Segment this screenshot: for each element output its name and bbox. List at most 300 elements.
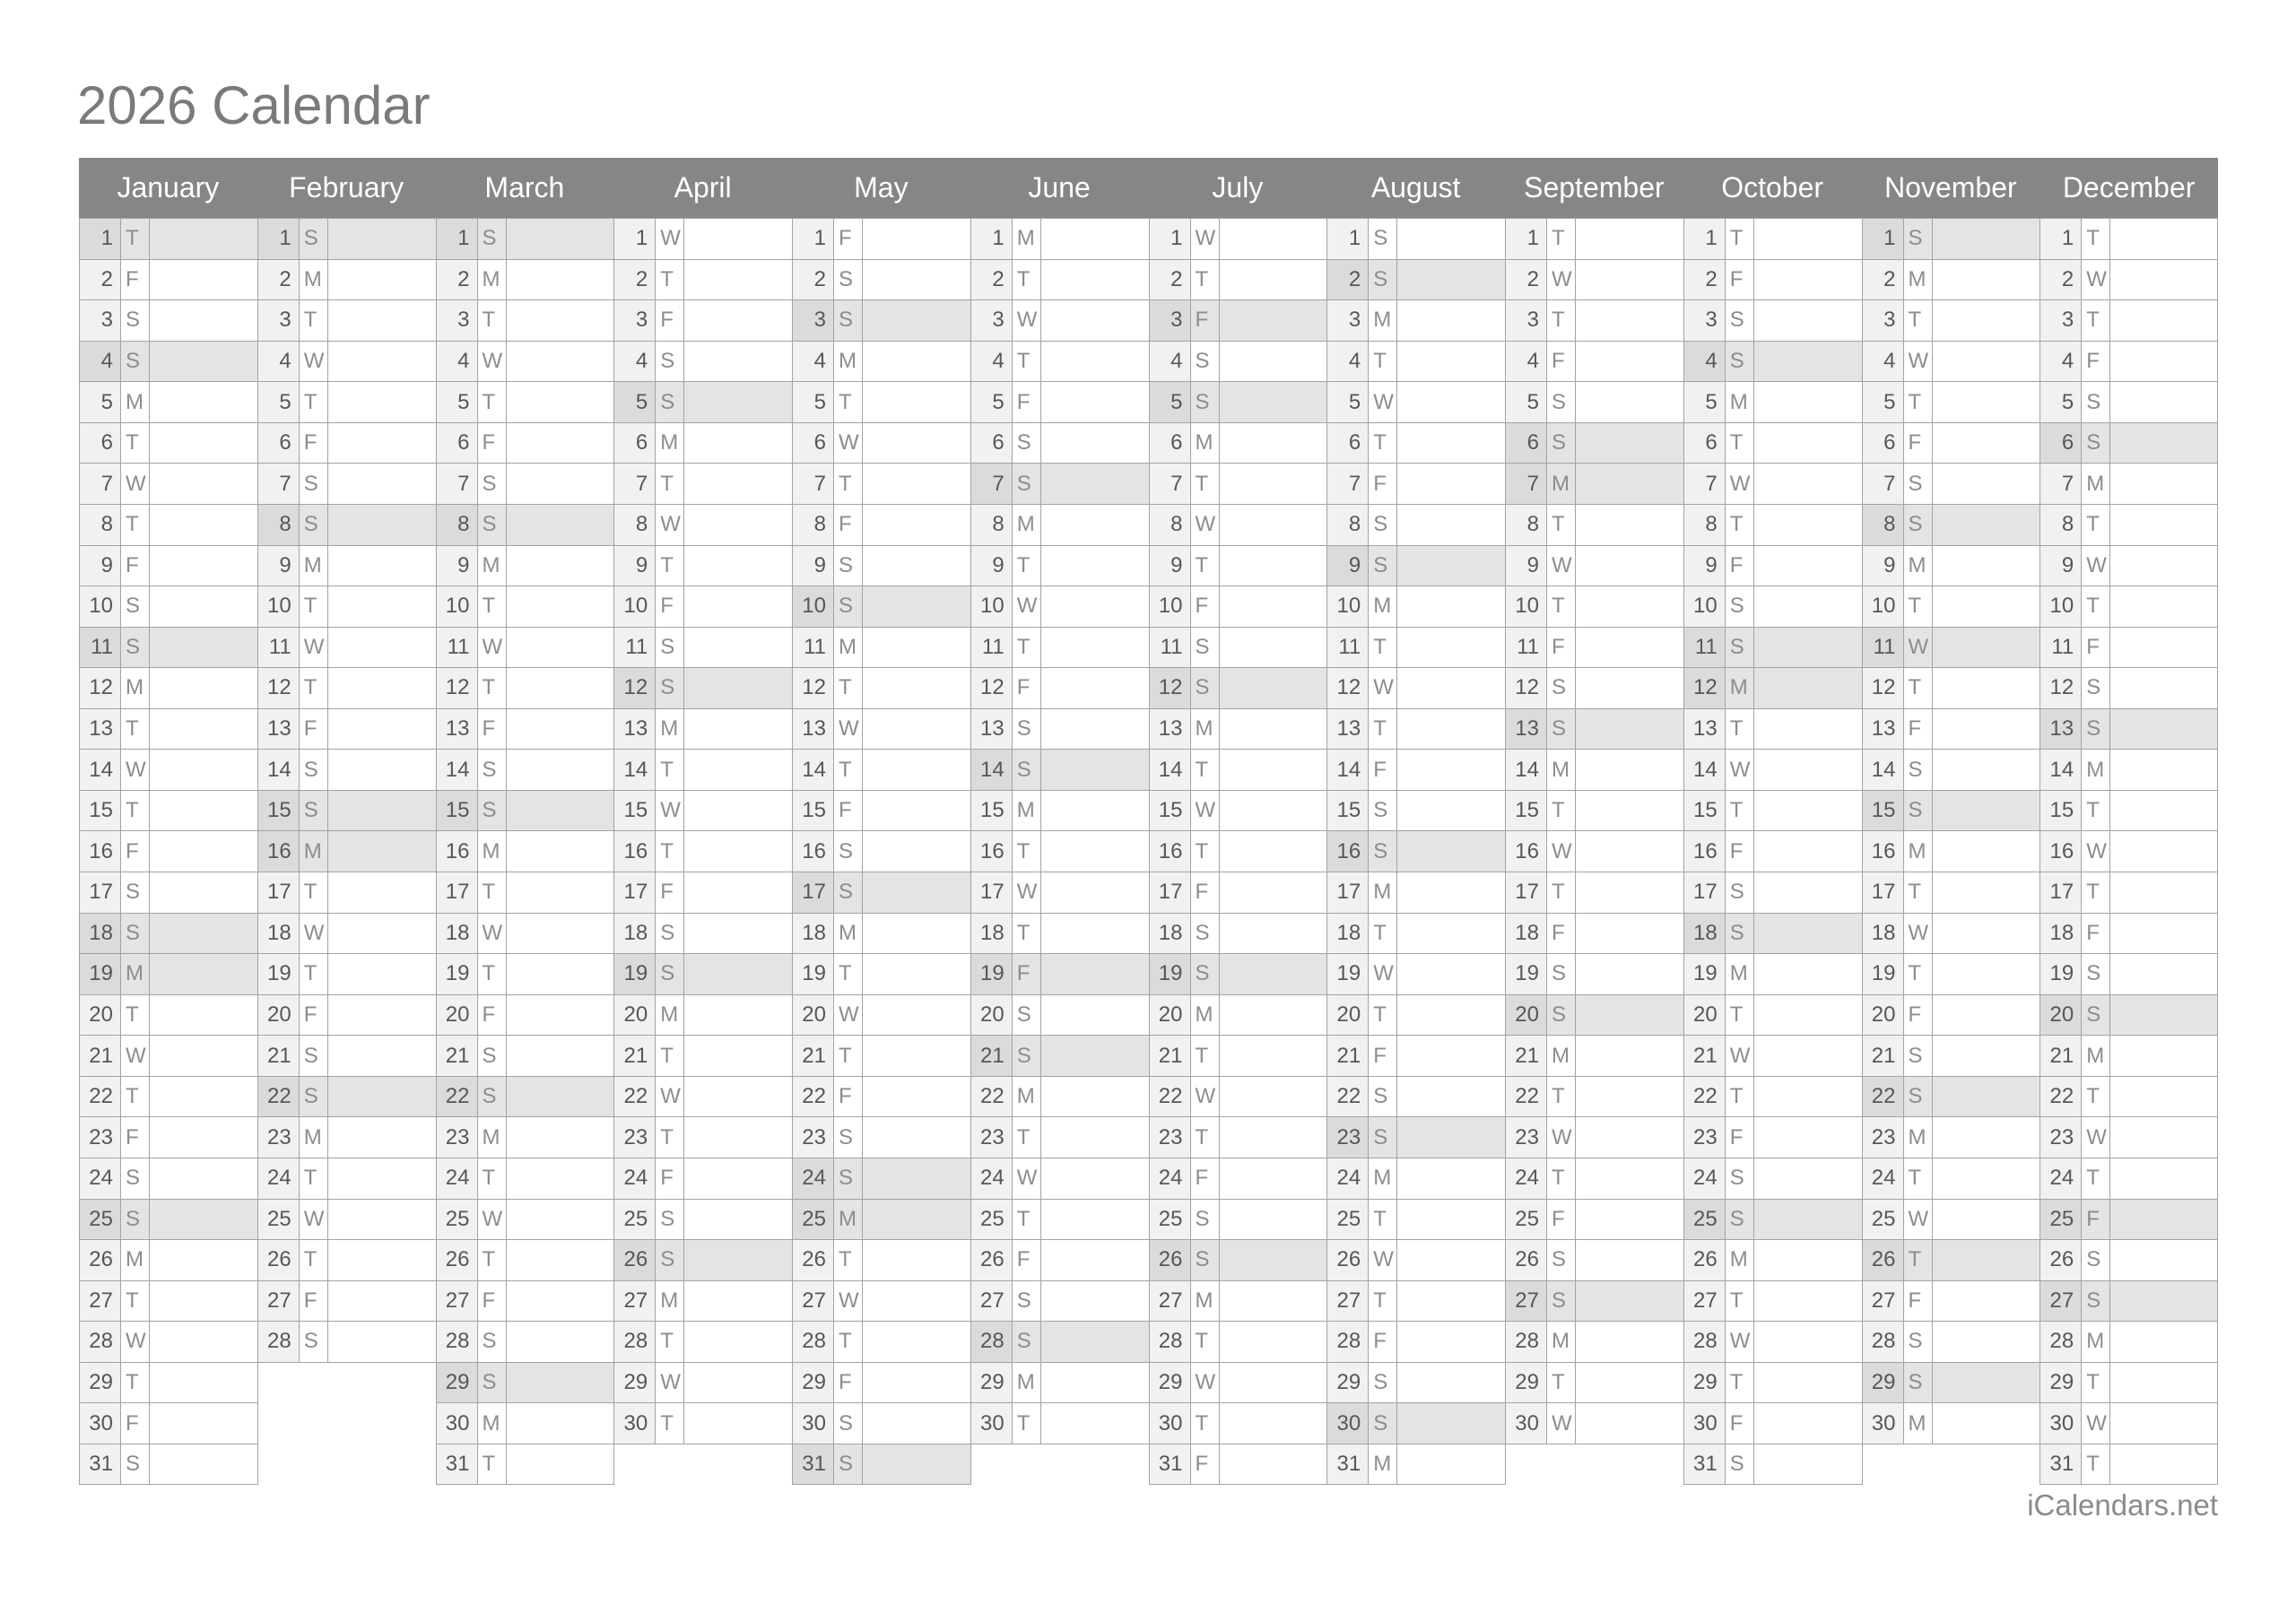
note-area	[1754, 1036, 1862, 1077]
note-area	[1397, 382, 1505, 423]
note-area	[1754, 1322, 1862, 1363]
day-number: 14	[258, 750, 300, 791]
day-number: 24	[258, 1158, 300, 1200]
note-area	[507, 1240, 614, 1281]
note-area	[328, 995, 436, 1037]
note-area	[1220, 546, 1327, 587]
day-number: 27	[1150, 1281, 1191, 1323]
note-area	[150, 300, 257, 342]
day-row-march-13	[437, 709, 614, 750]
day-row-april-2	[614, 260, 792, 301]
weekday-letter: S	[1726, 1444, 1754, 1486]
day-row-july-28	[1150, 1322, 1327, 1363]
weekday-letter: T	[656, 831, 684, 872]
note-area	[507, 546, 614, 587]
day-row-november-21	[1863, 1036, 2040, 1077]
weekday-letter: T	[834, 750, 863, 791]
weekday-letter: T	[1191, 750, 1220, 791]
weekday-letter: W	[834, 423, 863, 464]
day-number: 4	[1684, 342, 1726, 383]
note-area	[863, 1444, 970, 1486]
day-row-june-22	[971, 1077, 1149, 1118]
day-row-october-26	[1684, 1240, 1862, 1281]
weekday-letter: S	[478, 1322, 507, 1363]
note-area	[1933, 1117, 2040, 1158]
day-row-april-4	[614, 342, 792, 383]
weekday-letter: S	[656, 382, 684, 423]
note-area	[1041, 1036, 1149, 1077]
day-row-november-15	[1863, 791, 2040, 832]
weekday-letter: M	[834, 628, 863, 669]
day-number: 10	[1506, 586, 1547, 628]
day-row-january-14	[80, 750, 257, 791]
note-area	[2110, 1200, 2218, 1241]
day-row-february-10	[258, 586, 436, 628]
weekday-letter: T	[1369, 995, 1397, 1037]
day-number: 23	[614, 1117, 656, 1158]
day-number: 26	[614, 1240, 656, 1281]
note-area	[1576, 709, 1683, 750]
day-number: 7	[1327, 464, 1369, 505]
day-number: 11	[437, 628, 478, 669]
footer-link[interactable]: iCalendars.net	[2027, 1488, 2218, 1522]
day-number: 25	[2040, 1200, 2082, 1241]
day-number: 27	[1506, 1281, 1547, 1323]
day-row-june-26	[971, 1240, 1149, 1281]
weekday-letter: F	[656, 872, 684, 914]
day-row-may-9	[793, 546, 970, 587]
note-area	[1041, 382, 1149, 423]
day-number: 21	[1863, 1036, 1904, 1077]
day-number: 17	[258, 872, 300, 914]
day-row-january-25	[80, 1200, 257, 1241]
day-number: 13	[971, 709, 1013, 750]
day-row-january-1	[80, 219, 257, 260]
day-row-august-19	[1327, 954, 1505, 995]
day-number: 9	[437, 546, 478, 587]
note-area	[684, 1200, 792, 1241]
day-number: 22	[437, 1077, 478, 1118]
note-area	[1576, 546, 1683, 587]
day-row-march-19	[437, 954, 614, 995]
day-number: 26	[1150, 1240, 1191, 1281]
weekday-letter: W	[656, 1363, 684, 1404]
day-number: 8	[80, 505, 121, 546]
day-row-april-28	[614, 1322, 792, 1363]
note-area	[328, 464, 436, 505]
day-number: 18	[258, 914, 300, 955]
weekday-letter: W	[478, 628, 507, 669]
day-row-june-8	[971, 505, 1149, 546]
day-number: 5	[258, 382, 300, 423]
note-area	[2110, 750, 2218, 791]
weekday-letter: T	[300, 382, 328, 423]
day-row-march-25	[437, 1200, 614, 1241]
day-row-october-23	[1684, 1117, 1862, 1158]
day-number: 19	[614, 954, 656, 995]
day-number: 11	[1863, 628, 1904, 669]
weekday-letter: T	[1369, 1200, 1397, 1241]
weekday-letter: F	[656, 586, 684, 628]
day-row-may-21	[793, 1036, 970, 1077]
note-area	[1220, 1158, 1327, 1200]
weekday-letter: T	[478, 1158, 507, 1200]
day-number: 25	[1150, 1200, 1191, 1241]
weekday-letter: T	[1547, 1077, 1576, 1118]
day-row-may-8	[793, 505, 970, 546]
day-number: 21	[1506, 1036, 1547, 1077]
day-row-january-26	[80, 1240, 257, 1281]
note-area	[1576, 1240, 1683, 1281]
day-row-april-8	[614, 505, 792, 546]
note-area	[863, 914, 970, 955]
empty-area	[1506, 1444, 1683, 1486]
weekday-letter: S	[1904, 464, 1933, 505]
day-number: 16	[1506, 831, 1547, 872]
note-area	[1220, 382, 1327, 423]
note-area	[1397, 1444, 1505, 1486]
weekday-letter: M	[478, 260, 507, 301]
day-number: 16	[971, 831, 1013, 872]
weekday-letter: T	[1191, 1322, 1220, 1363]
note-area	[1754, 1281, 1862, 1323]
note-area	[863, 995, 970, 1037]
day-number: 30	[1684, 1403, 1726, 1444]
weekday-letter: W	[1904, 628, 1933, 669]
day-number: 9	[2040, 546, 2082, 587]
note-area	[1933, 342, 2040, 383]
note-area	[150, 668, 257, 709]
day-number: 25	[437, 1200, 478, 1241]
day-row-june-12	[971, 668, 1149, 709]
note-area	[1397, 791, 1505, 832]
note-area	[1576, 423, 1683, 464]
weekday-letter: W	[1904, 914, 1933, 955]
month-column-february	[257, 219, 436, 1485]
note-area	[150, 1322, 257, 1363]
day-number: 29	[2040, 1363, 2082, 1404]
month-header-april: April	[674, 171, 732, 204]
weekday-letter: S	[1369, 1363, 1397, 1404]
day-number: 10	[614, 586, 656, 628]
weekday-letter: S	[1191, 1200, 1220, 1241]
weekday-letter: T	[1369, 709, 1397, 750]
note-area	[1041, 995, 1149, 1037]
weekday-letter: S	[2082, 709, 2110, 750]
day-number: 20	[2040, 995, 2082, 1037]
note-area	[2110, 423, 2218, 464]
day-row-july-21	[1150, 1036, 1327, 1077]
day-number: 26	[793, 1240, 834, 1281]
day-number: 24	[1150, 1158, 1191, 1200]
day-number: 13	[614, 709, 656, 750]
weekday-letter: M	[1191, 423, 1220, 464]
day-number: 6	[2040, 423, 2082, 464]
day-row-december-1	[2040, 219, 2218, 260]
note-area	[2110, 709, 2218, 750]
day-row-august-5	[1327, 382, 1505, 423]
note-area	[863, 464, 970, 505]
weekday-letter: W	[2082, 1117, 2110, 1158]
weekday-letter: W	[1547, 1403, 1576, 1444]
day-number: 17	[971, 872, 1013, 914]
day-row-february-24	[258, 1158, 436, 1200]
note-area	[1220, 464, 1327, 505]
day-number: 2	[258, 260, 300, 301]
day-row-july-2	[1150, 260, 1327, 301]
day-number: 4	[793, 342, 834, 383]
note-area	[507, 1200, 614, 1241]
weekday-letter: M	[1904, 546, 1933, 587]
note-area	[507, 791, 614, 832]
note-area	[863, 1281, 970, 1323]
weekday-letter: T	[1904, 300, 1933, 342]
weekday-letter: S	[656, 342, 684, 383]
day-number: 7	[437, 464, 478, 505]
day-row-may-14	[793, 750, 970, 791]
weekday-letter: T	[1013, 831, 1041, 872]
note-area	[863, 750, 970, 791]
note-area	[507, 628, 614, 669]
note-area	[1576, 872, 1683, 914]
day-row-march-23	[437, 1117, 614, 1158]
weekday-letter: S	[1191, 628, 1220, 669]
day-row-october-9	[1684, 546, 1862, 587]
note-area	[2110, 382, 2218, 423]
day-row-august-1	[1327, 219, 1505, 260]
day-row-september-23	[1506, 1117, 1683, 1158]
note-area	[1933, 1363, 2040, 1404]
day-number: 11	[80, 628, 121, 669]
day-number: 27	[614, 1281, 656, 1323]
day-number: 18	[437, 914, 478, 955]
note-area	[1397, 914, 1505, 955]
day-number: 6	[614, 423, 656, 464]
day-number: 1	[793, 219, 834, 260]
weekday-letter: W	[300, 342, 328, 383]
day-row-february-9	[258, 546, 436, 587]
weekday-letter: T	[300, 1240, 328, 1281]
note-area	[1933, 1036, 2040, 1077]
weekday-letter: T	[834, 1240, 863, 1281]
day-number: 17	[1506, 872, 1547, 914]
weekday-letter: M	[1369, 1158, 1397, 1200]
weekday-letter: S	[300, 791, 328, 832]
day-number: 30	[1327, 1403, 1369, 1444]
note-area	[1576, 1200, 1683, 1241]
day-row-august-10	[1327, 586, 1505, 628]
note-area	[684, 546, 792, 587]
note-area	[1397, 1363, 1505, 1404]
day-row-december-9	[2040, 546, 2218, 587]
weekday-letter: S	[656, 628, 684, 669]
day-row-february-7	[258, 464, 436, 505]
day-row-january-12	[80, 668, 257, 709]
day-row-october-3	[1684, 300, 1862, 342]
day-number: 1	[1327, 219, 1369, 260]
day-row-january-22	[80, 1077, 257, 1118]
day-row-april-1	[614, 219, 792, 260]
day-row-may-26	[793, 1240, 970, 1281]
note-area	[684, 709, 792, 750]
day-number: 7	[1506, 464, 1547, 505]
day-row-march-1	[437, 219, 614, 260]
day-number: 7	[80, 464, 121, 505]
note-area	[150, 546, 257, 587]
day-row-september-14	[1506, 750, 1683, 791]
day-number: 29	[1327, 1363, 1369, 1404]
month-column-january	[79, 219, 257, 1485]
day-row-december-20	[2040, 995, 2218, 1037]
weekday-letter: F	[1904, 709, 1933, 750]
note-area	[863, 831, 970, 872]
note-area	[863, 1200, 970, 1241]
note-area	[507, 1444, 614, 1486]
weekday-letter: S	[478, 1077, 507, 1118]
month-column-march	[436, 219, 614, 1485]
note-area	[1220, 1200, 1327, 1241]
weekday-letter: T	[1726, 1077, 1754, 1118]
month-header-december: December	[2062, 171, 2196, 204]
day-number: 29	[1863, 1363, 1904, 1404]
weekday-letter: F	[1013, 1240, 1041, 1281]
day-row-march-30	[437, 1403, 614, 1444]
day-number: 5	[1150, 382, 1191, 423]
weekday-letter: F	[1726, 831, 1754, 872]
weekday-letter: S	[834, 586, 863, 628]
day-number: 4	[614, 342, 656, 383]
day-number: 21	[1327, 1036, 1369, 1077]
note-area	[1576, 342, 1683, 383]
weekday-letter: M	[656, 709, 684, 750]
weekday-letter: S	[1369, 1117, 1397, 1158]
day-row-august-17	[1327, 872, 1505, 914]
weekday-letter: M	[656, 423, 684, 464]
day-row-august-13	[1327, 709, 1505, 750]
day-row-june-29	[971, 1363, 1149, 1404]
weekday-letter: S	[1191, 914, 1220, 955]
day-row-november-26	[1863, 1240, 2040, 1281]
note-area	[684, 505, 792, 546]
day-number: 31	[2040, 1444, 2082, 1486]
note-area	[1754, 668, 1862, 709]
day-number: 8	[971, 505, 1013, 546]
note-area	[1933, 423, 2040, 464]
note-area	[1933, 628, 2040, 669]
day-number: 15	[2040, 791, 2082, 832]
day-number: 18	[80, 914, 121, 955]
month-column-october	[1683, 219, 1862, 1485]
day-number: 27	[258, 1281, 300, 1323]
weekday-letter: F	[478, 1281, 507, 1323]
day-number: 3	[2040, 300, 2082, 342]
weekday-letter: F	[121, 1403, 150, 1444]
note-area	[1041, 423, 1149, 464]
day-row-february-21	[258, 1036, 436, 1077]
note-area	[1576, 791, 1683, 832]
day-number: 24	[2040, 1158, 2082, 1200]
day-row-march-7	[437, 464, 614, 505]
note-area	[1754, 1200, 1862, 1241]
day-number: 14	[1506, 750, 1547, 791]
note-area	[1041, 300, 1149, 342]
day-row-october-10	[1684, 586, 1862, 628]
note-area	[1754, 628, 1862, 669]
note-area	[2110, 1158, 2218, 1200]
day-number: 11	[258, 628, 300, 669]
day-number: 23	[1863, 1117, 1904, 1158]
day-number: 5	[1684, 382, 1726, 423]
weekday-letter: F	[478, 423, 507, 464]
day-row-december-27	[2040, 1281, 2218, 1323]
weekday-letter: T	[478, 872, 507, 914]
day-row-november-3	[1863, 300, 2040, 342]
weekday-letter: T	[1726, 219, 1754, 260]
day-number: 4	[2040, 342, 2082, 383]
weekday-letter: W	[1726, 750, 1754, 791]
note-area	[507, 831, 614, 872]
day-row-june-2	[971, 260, 1149, 301]
weekday-letter: T	[1726, 1281, 1754, 1323]
note-area	[1220, 668, 1327, 709]
weekday-letter: S	[2082, 1240, 2110, 1281]
day-row-february-17	[258, 872, 436, 914]
day-number: 14	[1327, 750, 1369, 791]
weekday-letter: T	[1191, 260, 1220, 301]
day-number: 30	[1863, 1403, 1904, 1444]
day-row-february-22	[258, 1077, 436, 1118]
day-number: 24	[80, 1158, 121, 1200]
day-row-june-15	[971, 791, 1149, 832]
weekday-letter: W	[1369, 1240, 1397, 1281]
weekday-letter: T	[1547, 586, 1576, 628]
note-area	[1754, 505, 1862, 546]
weekday-letter: M	[478, 831, 507, 872]
note-area	[684, 1077, 792, 1118]
weekday-letter: T	[1726, 995, 1754, 1037]
day-row-september-1	[1506, 219, 1683, 260]
day-row-november-2	[1863, 260, 2040, 301]
day-row-december-17	[2040, 872, 2218, 914]
note-area	[2110, 300, 2218, 342]
day-row-july-18	[1150, 914, 1327, 955]
day-number: 15	[258, 791, 300, 832]
day-row-august-2	[1327, 260, 1505, 301]
day-number: 25	[1506, 1200, 1547, 1241]
day-row-may-17	[793, 872, 970, 914]
note-area	[507, 750, 614, 791]
day-number: 22	[1327, 1077, 1369, 1118]
weekday-letter: M	[1726, 954, 1754, 995]
day-number: 12	[437, 668, 478, 709]
day-number: 4	[1327, 342, 1369, 383]
day-number: 23	[1150, 1117, 1191, 1158]
weekday-letter: M	[1191, 995, 1220, 1037]
day-number: 15	[1506, 791, 1547, 832]
day-row-september-6	[1506, 423, 1683, 464]
weekday-letter: S	[1369, 505, 1397, 546]
note-area	[1576, 668, 1683, 709]
day-row-february-14	[258, 750, 436, 791]
day-row-january-18	[80, 914, 257, 955]
weekday-letter: S	[2082, 954, 2110, 995]
note-area	[863, 1158, 970, 1200]
day-number: 3	[1684, 300, 1726, 342]
weekday-letter: T	[1904, 586, 1933, 628]
day-row-june-11	[971, 628, 1149, 669]
weekday-letter: S	[1013, 423, 1041, 464]
note-area	[507, 219, 614, 260]
